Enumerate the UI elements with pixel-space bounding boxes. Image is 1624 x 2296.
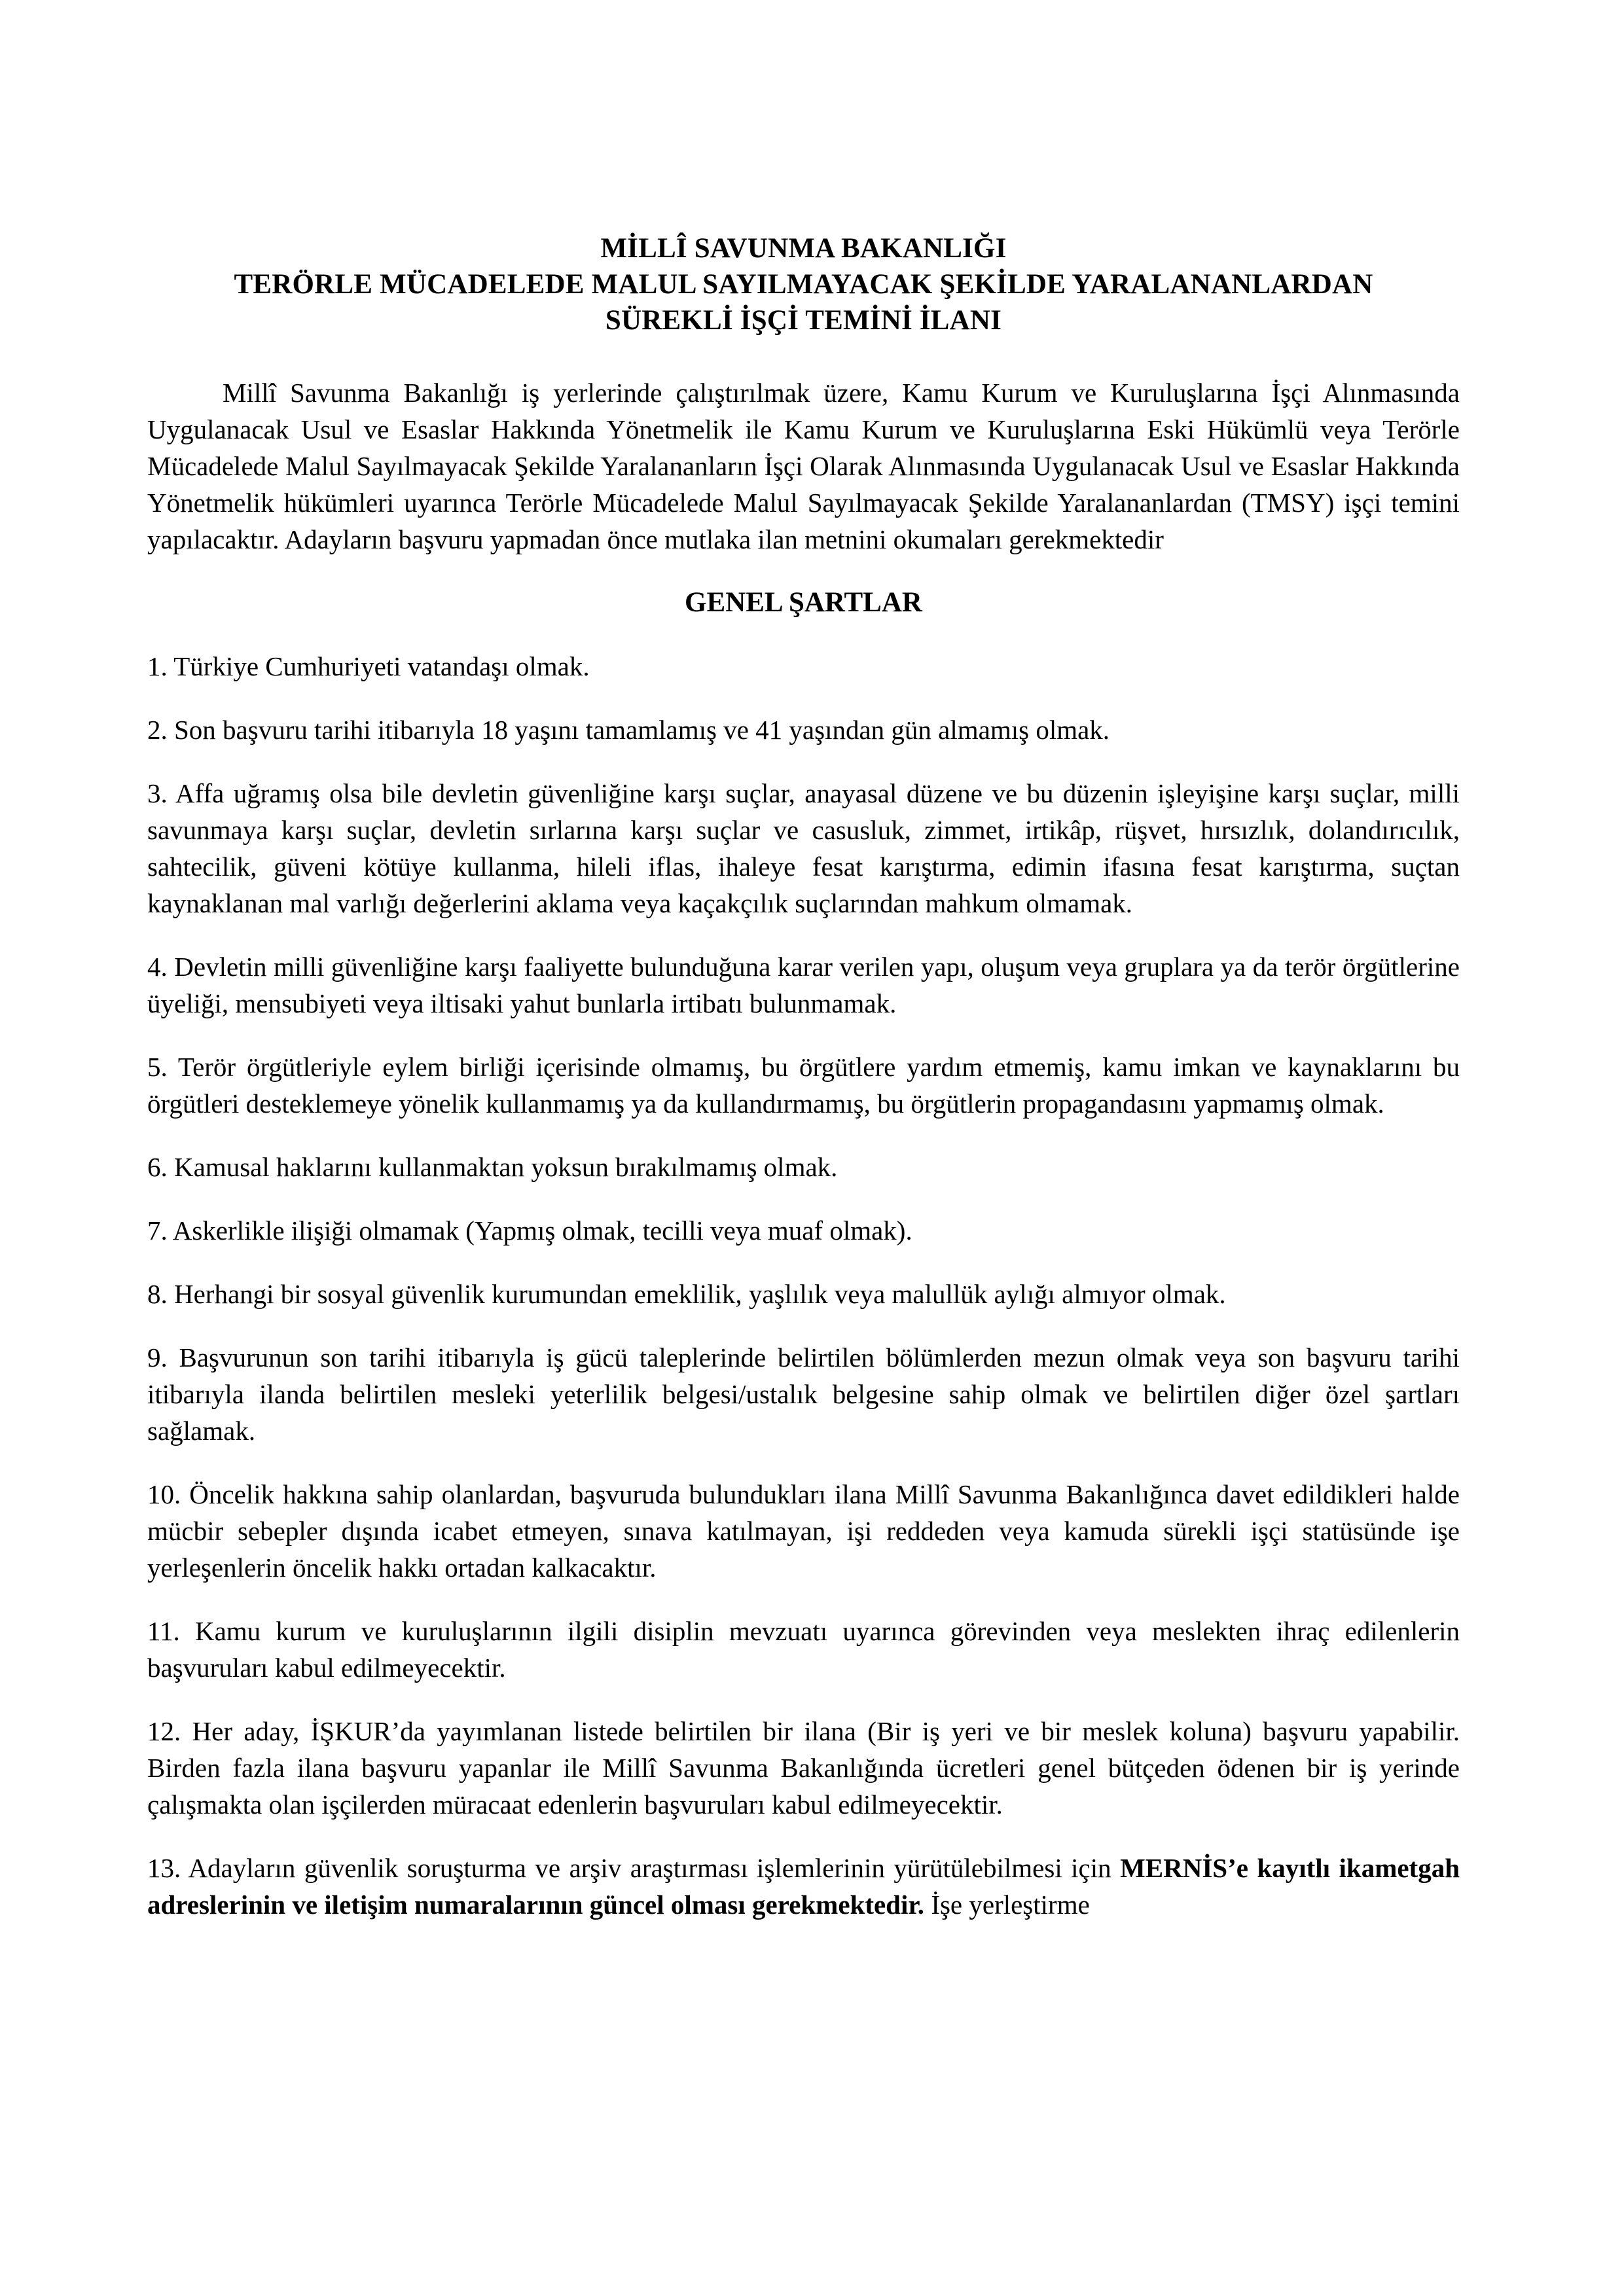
title-line-1: MİLLÎ SAVUNMA BAKANLIĞI (600, 233, 1007, 264)
condition-item-5: 5. Terör örgütleriyle eylem birliği içerisinde olmamış, bu örgütlere yardım etmemiş, kamu imkan ve kaynaklarını bu örgütleri desteklemeye yönelik kullanmamış ya da kullandırmamış, bu örgütlerin propagandasını yapmamış olmak. (147, 1052, 1460, 1119)
intro-paragraph: Millî Savunma Bakanlığı iş yerlerinde çalıştırılmak üzere, Kamu Kurum ve Kuruluşlarına İşçi Alınmasında Uygulanacak Usul ve Esaslar Hakkında Yönetmelik ile Kamu Kurum ve Kuruluşlarına Eski Hükümlü veya Terörle Mücadelede Malul Sayılmayacak Şekilde Yaralananların İşçi Olarak Alınmasında Uygulanacak Usul ve Esaslar Hakkında Yönetmelik hükümleri uyarınca Terörle Mücadelede Malul Sayılmayacak Şekilde Yaralananlardan (TMSY) işçi temini yapılacaktır. Adayların başvuru yapmadan önce mutlaka ilan metnini okumaları gerekmektedir (147, 378, 1460, 554)
condition-item-12: 12. Her aday, İŞKUR’da yayımlanan listede belirtilen bir ilana (Bir iş yeri ve bir meslek koluna) başvuru yapabilir. Birden fazla ilana başvuru yapanlar ile Millî Savunma Bakanlığında ücretleri genel bütçeden ödenen bir iş yerinde çalışmakta olan işçilerden müracaat edenlerin başvuruları kabul edilmeyecektir. (147, 1716, 1460, 1820)
section-heading-genel-sartlar: GENEL ŞARTLAR (685, 587, 922, 618)
conditions-list (147, 648, 1460, 1923)
condition-item-1: 1. Türkiye Cumhuriyeti vatandaşı olmak. (147, 651, 590, 681)
page-content (147, 0, 1460, 1923)
condition-item-6: 6. Kamusal haklarını kullanmaktan yoksun bırakılmamış olmak. (147, 1152, 838, 1182)
title-line-3: SÜREKLİ İŞÇİ TEMİNİ İLANI (605, 305, 1002, 336)
condition-item-8: 8. Herhangi bir sosyal güvenlik kurumundan emeklilik, yaşlılık veya malullük aylığı almıyor olmak. (147, 1279, 1226, 1309)
condition-item-10: 10. Öncelik hakkına sahip olanlardan, başvuruda bulundukları ilana Millî Savunma Bakanlığınca davet edildikleri halde mücbir sebepler dışında icabet etmeyen, sınava katılmayan, işi reddeden veya kamuda sürekli işçi statüsünde işe yerleşenlerin öncelik hakkı ortadan kalkacaktır. (147, 1479, 1460, 1583)
condition-item-9: 9. Başvurunun son tarihi itibarıyla iş gücü taleplerinde belirtilen bölümlerden mezun olmak veya son başvuru tarihi itibarıyla ilanda belirtilen mesleki yeterlilik belgesi/ustalık belgesine sahip olmak ve belirtilen diğer özel şartları sağlamak. (147, 1342, 1460, 1446)
condition-item-3: 3. Affa uğramış olsa bile devletin güvenliğine karşı suçlar, anayasal düzene ve bu düzenin işleyişine karşı suçlar, milli savunmaya karşı suçlar, devletin sırlarına karşı suçlar ve casusluk, zimmet, irtikâp, rüşvet, hırsızlık, dolandırıcılık, sahtecilik, güveni kötüye kullanma, hileli iflas, ihaleye fesat karıştırma, edimin ifasına fesat karıştırma, suçtan kaynaklanan mal varlığı değerlerini aklama veya kaçakçılık suçlarından mahkum olmamak. (147, 778, 1460, 918)
document-title-block (147, 230, 1460, 338)
condition-item-13 (147, 1850, 1460, 1923)
condition-item-2: 2. Son başvuru tarihi itibarıyla 18 yaşını tamamlamış ve 41 yaşından gün almamış olmak. (147, 715, 1110, 745)
title-line-2: TERÖRLE MÜCADELEDE MALUL SAYILMAYACAK ŞEKİLDE YARALANANLARDAN (234, 269, 1373, 300)
condition-item-7: 7. Askerlikle ilişiği olmamak (Yapmış olmak, tecilli veya muaf olmak). (147, 1215, 912, 1246)
condition-item-11: 11. Kamu kurum ve kuruluşlarının ilgili disiplin mevzuatı uyarınca görevinden veya meslekten ihraç edilenlerin başvuruları kabul edilmeyecektir. (147, 1616, 1460, 1683)
condition-13-bold-emphasis: MERNİS’e kayıtlı ikametgah adreslerinin ve iletişim numaralarının güncel olması gerekmektedir. (147, 1853, 1460, 1920)
condition-13-text-before: 13. Adayların güvenlik soruşturma ve arşiv araştırması işlemlerinin yürütülebilmesi için (147, 1853, 1121, 1883)
condition-13-text-after: İşe yerleştirme (924, 1890, 1090, 1920)
condition-item-4: 4. Devletin milli güvenliğine karşı faaliyette bulunduğuna karar verilen yapı, oluşum veya gruplara ya da terör örgütlerine üyeliği, mensubiyeti veya iltisaki yahut bunlarla irtibatı bulunmamak. (147, 952, 1460, 1018)
